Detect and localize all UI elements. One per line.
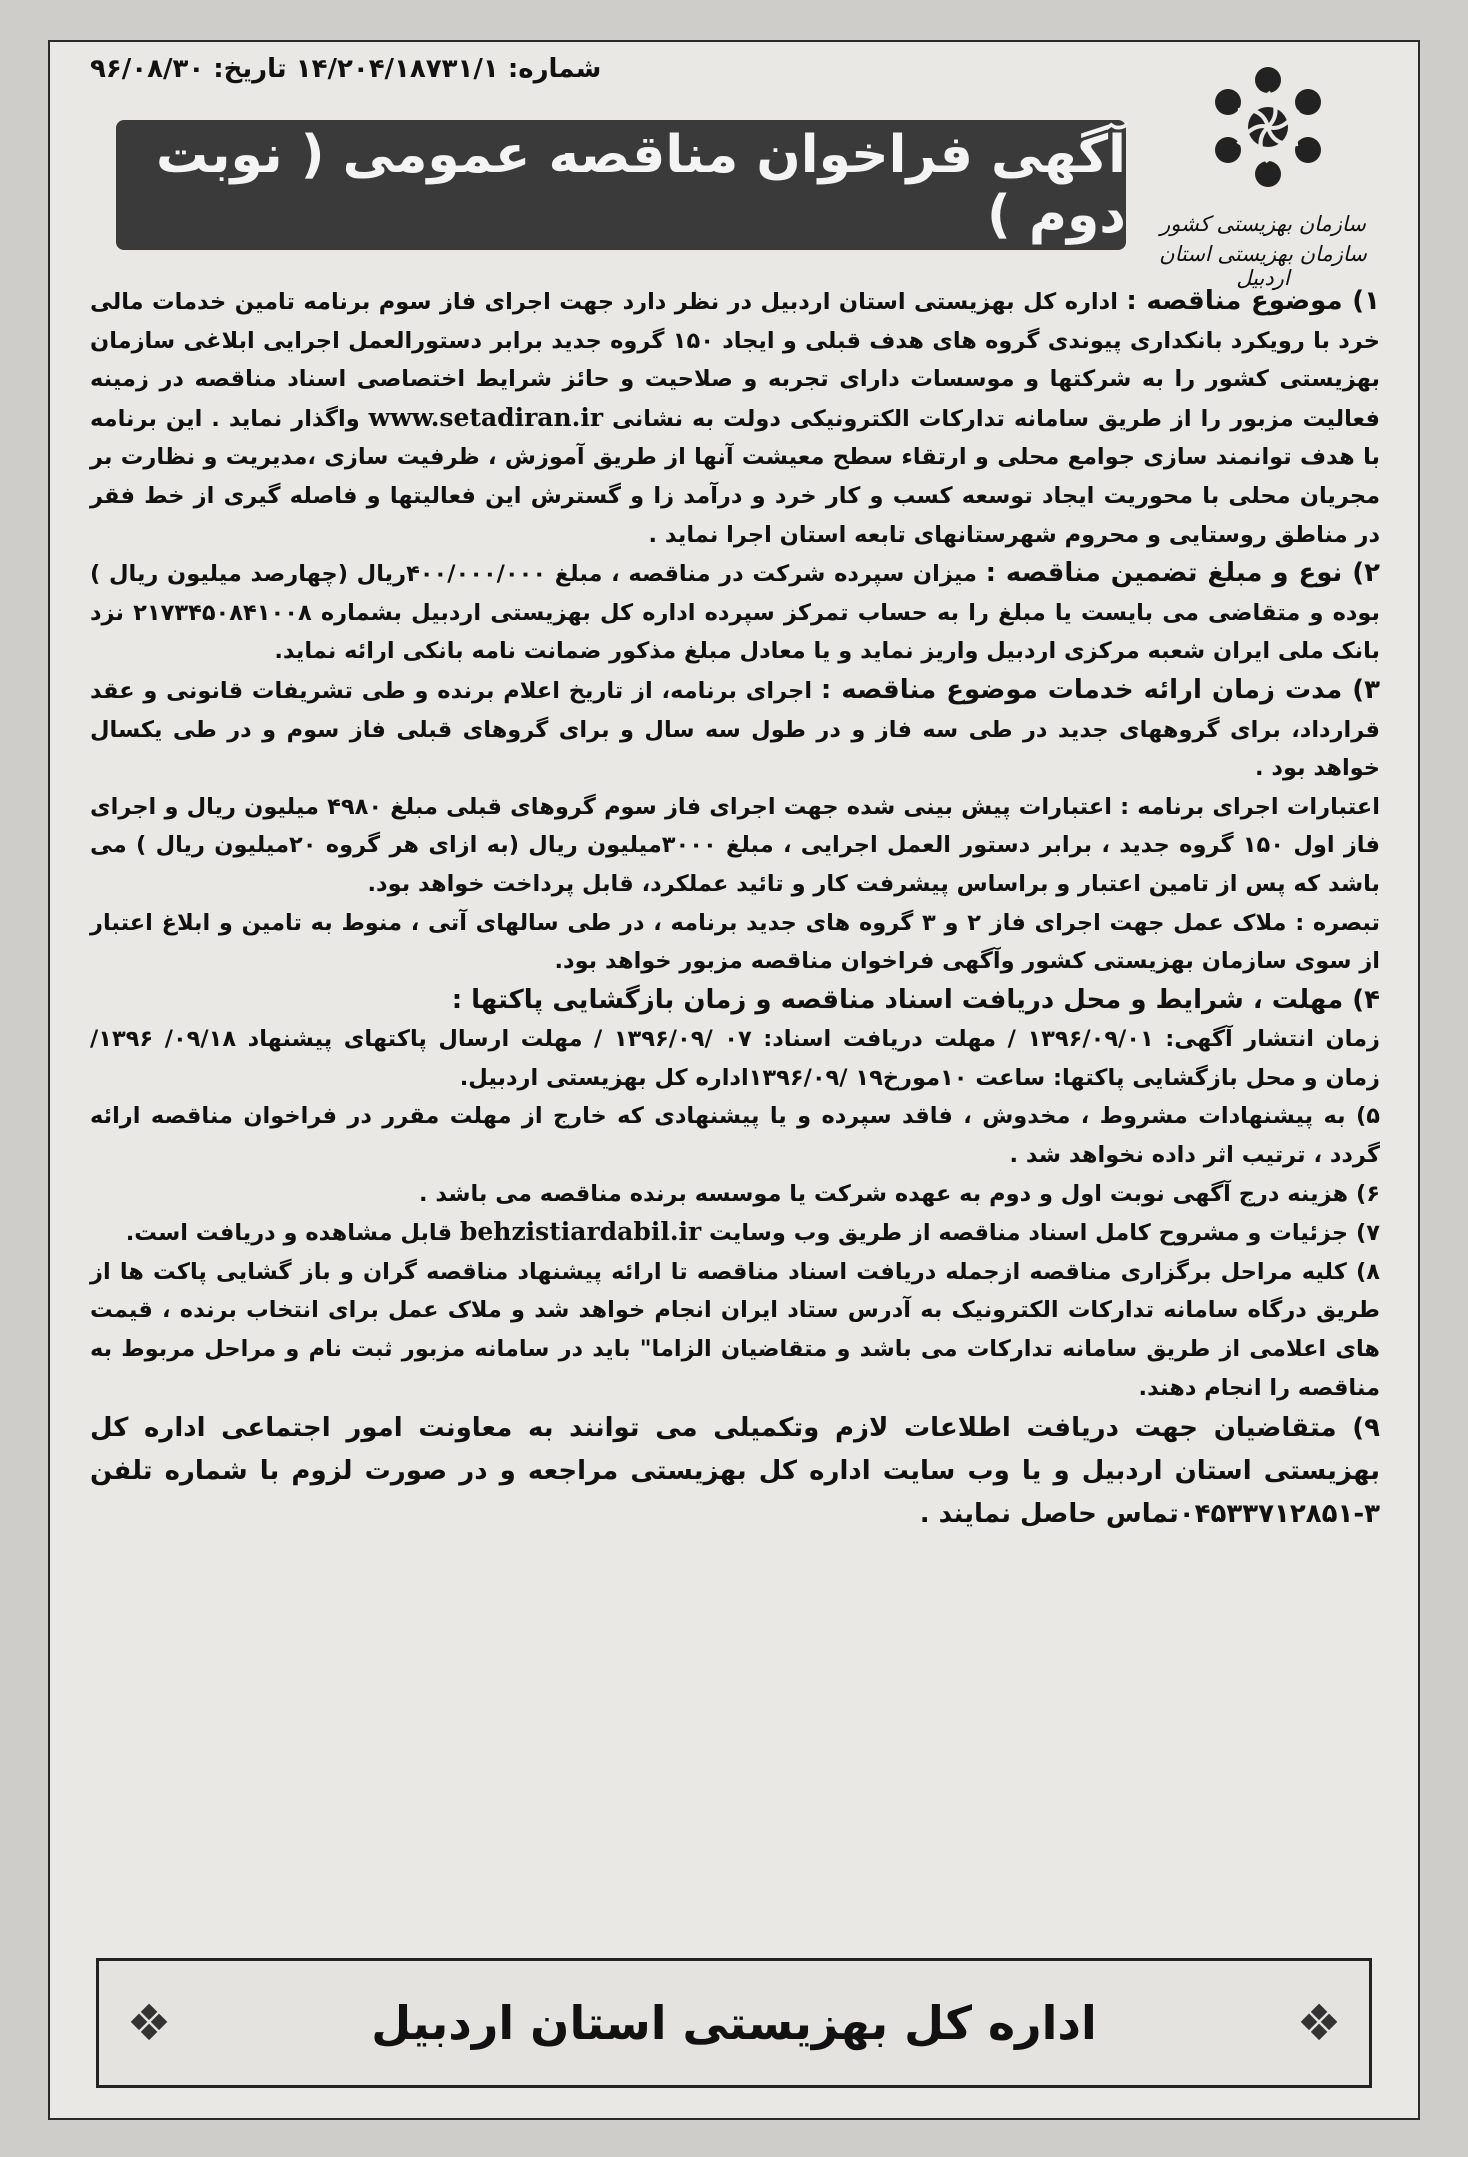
section-5: ۵) به پیشنهادات مشروط ، مخدوش ، فاقد سپرده و یا پیشنهادی که خارج از مهلت مقرر در فراخوان مناقصه ارائه گردد ، ترتیب اثر داده نخواهد شد . [90, 1103, 1380, 1169]
section-1-text-a: اداره کل بهزیستی استان اردبیل در نظر دارد جهت اجرای فاز سوم برنامه تامین خدمات مالی خرد با رویکرد بانکداری پیوندی گروه های هدف قبلی و ایجاد ۱۵۰ گروه جدید برابر دستورالعمل اجرایی ابلاغی سازمان بهزیستی کشور را به شرکتها و موسسات دارای تجربه و صلاحیت و حائز شرایط اختصاصی اسناد مناقصه در زمینه فعالیت مزبور را از طریق سامانه تدارکات الکترونیکی دولت به نشانی [90, 289, 1380, 432]
section-2 [90, 554, 1380, 671]
section-8: ۸) کلیه مراحل برگزاری مناقصه ازجمله دریافت اسناد مناقصه تا ارائه پیشنهاد مناقصه گران و باز گشایی پاکت ها از طریق درگاه سامانه تدارکات الکترونیک به آدرس ستاد ایران انجام خواهد شد و ملاک عمل برای انتخاب برنده ، قیمت های اعلامی از طریق سامانه تدارکات می باشد و متقاضیان الزاما" باید در سامانه مزبور ثبت نام و مراحل مربوط به مناقصه را انجام دهند. [90, 1258, 1380, 1401]
section-7-text-a: ۷) جزئیات و مشروح کامل اسناد مناقصه از طریق وب وسایت [709, 1220, 1380, 1247]
ornament-right-icon: ❖ [1296, 1994, 1342, 2052]
section-1-heading: ۱) موضوع مناقصه : [1126, 286, 1380, 316]
section-4-heading: ۴) مهلت ، شرایط و محل دریافت اسناد مناقصه و زمان بازگشایی پاکتها : [451, 984, 1380, 1015]
org-name-provincial: سازمان بهزیستی استان اردبیل [1159, 242, 1367, 290]
footer-box [96, 1958, 1372, 2088]
body-text [90, 282, 1380, 1536]
org-name-national: سازمان بهزیستی کشور [1160, 212, 1366, 236]
setadiran-url: www.setadiran.ir [368, 402, 604, 432]
section-3-heading: ۳) مدت زمان ارائه خدمات موضوع مناقصه : [820, 674, 1380, 705]
behzisti-logo [1158, 62, 1378, 290]
section-7-text-b: قابل مشاهده و دریافت است. [125, 1220, 453, 1247]
title-banner [116, 120, 1126, 250]
section-2-heading: ۲) نوع و مبلغ تضمین مناقصه : [985, 558, 1380, 589]
section-4 [90, 981, 1380, 1021]
section-4-text: زمان انتشار آگهی: ۱۳۹۶/۰۹/۰۱ / مهلت دریافت اسناد: ۰۷ /۱۳۹۶/۰۹ / مهلت ارسال پاکتهای پیشنهاد ۰۹/۱۸/ ۱۳۹۶/ زمان و محل بازگشایی پاکتها: ساعت ۱۰مورخ۱۹ /۱۳۹۶/۰۹اداره کل بهزیستی اردبیل. [90, 1026, 1380, 1091]
organization-emblem-icon [1203, 62, 1333, 192]
credits-paragraph: اعتبارات اجرای برنامه : اعتبارات پیش بینی شده جهت اجرای فاز سوم گروهای قبلی مبلغ ۴۹۸۰ میلیون ریال و اجرای فاز اول ۱۵۰ گروه جدید ، برابر دستور العمل اجرایی ، مبلغ ۳۰۰۰میلیون ریال (به ازای هر گروه ۲۰میلیون ریال ) می باشد که پس از تامین اعتبار و براساس پیشرفت کار و تائید عملکرد، قابل پرداخت خواهد بود. [90, 793, 1380, 897]
section-1-text-b: واگذار نماید . این برنامه با هدف توانمند سازی جوامع محلی و ارتقاء سطح معیشت آنها از طریق آموزش ، ظرفیت سازی ،مدیریت و نظارت بر مجریان محلی با محوریت ایجاد توسعه کسب و کار خرد و درآمد زا و گسترش این فعالیتها و فاصله گیری از خط فقر در مناطق روستایی و محروم شهرستانهای تابعه استان اجرا نماید . [90, 405, 1380, 548]
reference-number: شماره: ۱۴/۲۰۴/۱۸۷۳۱/۱ تاریخ: ۹۶/۰۸/۳۰ [90, 54, 602, 84]
section-9: ۹) متقاضیان جهت دریافت اطلاعات لازم وتکمیلی می توانند به معاونت امور اجتماعی اداره کل بهزیستی استان اردبیل و یا وب سایت اداره کل بهزیستی مراجعه و در صورت لزوم با شماره تلفن ۳-۰۴۵۳۳۷۱۲۸۵۱تماس حاصل نمایند . [90, 1413, 1380, 1530]
section-3 [90, 671, 1380, 788]
footer-label: اداره کل بهزیستی استان اردبیل [371, 1996, 1097, 2050]
section-6: ۶) هزینه درج آگهی نوبت اول و دوم به عهده شرکت یا موسسه برنده مناقصه می باشد . [418, 1180, 1380, 1207]
advertisement-sheet [48, 40, 1420, 2120]
ornament-left-icon: ❖ [126, 1994, 172, 2052]
section-1 [90, 282, 1380, 554]
note-paragraph: تبصره : ملاک عمل جهت اجرای فاز ۲ و ۳ گروه های جدید برنامه ، در طی سالهای آتی ، منوط به تامین و ابلاغ اعتبار از سوی سازمان بهزیستی کشور وآگهی فراخوان مناقصه مزبور خواهد بود. [90, 909, 1381, 975]
page-title: آگهی فراخوان مناقصه عمومی ( نوبت دوم ) [155, 125, 1126, 245]
behzisti-url: behzistiardabil.ir [459, 1217, 702, 1247]
section-7 [90, 1213, 1380, 1253]
section-3-text: اجرای برنامه، از تاریخ اعلام برنده و طی تشریفات قانونی و عقد قرارداد، برای گروههای جدید در طی سه فاز و در طول سه سال و برای گروهای قبلی فاز سوم و در طی یکسال خواهد بود . [90, 677, 1380, 782]
section-2-text: میزان سپرده شرکت در مناقصه ، مبلغ ۴۰۰/۰۰۰/۰۰۰ریال (چهارصد میلیون ریال ) بوده و متقاضی می بایست یا مبلغ را به حساب تمرکز سپرده اداره کل بهزیستی اردبیل بشماره ۲۱۷۳۴۵۰۸۴۱۰۰۸ نزد بانک ملی ایران شعبه مرکزی اردبیل واریز نماید و یا معادل مبلغ مذکور ضمانت نامه بانکی ارائه نماید. [90, 561, 1380, 665]
